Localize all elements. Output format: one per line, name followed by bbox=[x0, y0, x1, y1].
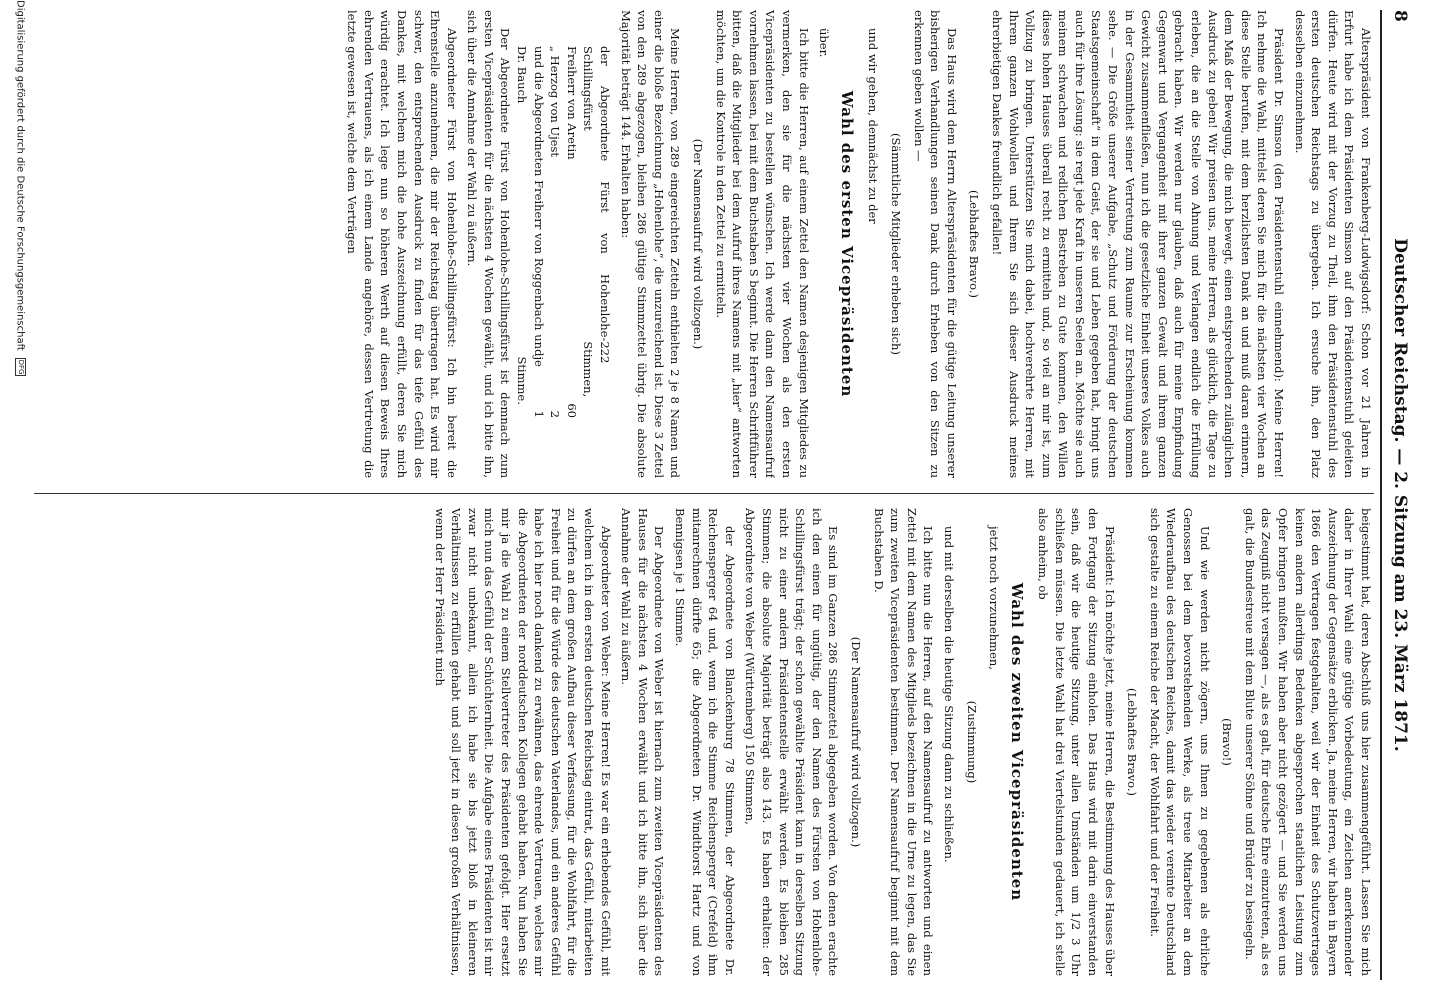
paragraph: Abgeordneter von Weber: Meine Herren! Es war ein erhebendes Gefühl, mit welchem ich in den ersten deutschen Reichstag eintrat, das Gefühl, mitarbeiten zu dürfen an dem großen Aufbau dieser Verfassung, für die Wohlfahrt, für die Freiheit und für die Würde des deutschen Vaterlandes, und ein anderes Gefühl habe ich hier noch dankend zu erwähnen, das ehrende Vertrauen, welches mir die Abgeordneten der norddeutschen Kollegen gehabt haben. Nun haben Sie mir ja die Wahl zu einem Stellvertreter des Präsidenten gefolgt. Hier ersetzt mich nun das Gefühl der Schüchternheit. Die Aufgabe eines Präsidenten ist mir zwar nicht unbekannt, allein ich habe sie bis jetzt bloß in kleineren Verhältnissen zu erfüllen gehabt und soll jetzt in diesen großen Verhältnissen, wenn der Herr Präsident mich bbox=[432, 508, 613, 976]
credit-text: Digitalisierung gefördert durch die Deutsche Forschungsgemeinschaft bbox=[14, 0, 26, 351]
vote-count: 2 bbox=[548, 410, 563, 418]
vote-name: und die Abgeordneten Freiherr von Roggenbach und Dr. Bauch bbox=[515, 46, 546, 357]
rise-note: (Sämmtliche Mitglieder erheben sich) bbox=[888, 133, 903, 355]
applause-note: (Lebhaftes Bravo.) bbox=[1125, 688, 1140, 796]
header-rule bbox=[1380, 10, 1382, 980]
rollcall-note: (Der Namensaufruf wird vollzogen.) bbox=[691, 138, 706, 350]
paragraph: und wir gehen, demnächst zu der bbox=[866, 28, 881, 224]
applause-note: (Lebhaftes Bravo.) bbox=[967, 190, 982, 298]
paragraph: Ich bitte die Herren, auf einem Zettel den Namen desjenigen Mitgliedes zu vermerken, den sie für die nächsten vier Wochen als den ersten Vicepräsidenten zu bestellen wünschen. Ich werde dann den Namensaufruf vornehmen lassen, bei mit dem Buchstaben S beginnt. Die Herren Schriftführer bitten, daß die Mitglieder bei dem Aufruf ihres Namens mit „hier“ antworten möchten, um die Kontrole in den Zettel zu ermitteln. bbox=[713, 10, 811, 478]
paragraph: jetzt noch vorzunehmen, bbox=[987, 526, 1002, 670]
running-title: Deutscher Reichstag. — 2. Sitzung am 23. März 1871. bbox=[1390, 238, 1410, 752]
paragraph: Präsident: Ich möchte jetzt, meine Herren, die Bestimmung des Hauses über den Fortgang der Sitzung einholen. Das Haus wird mit darin einverstanden sein, daß wir die heutige Sitzung, unter allen Umständen um 1/2 3 Uhr schließen müssen. Die letzte Wahl hat drei Viertelstunden gedauert, ich stelle also anheim, ob bbox=[1036, 508, 1117, 976]
vote-name: der Abgeordnete Fürst von Hohenlohe-Schillingsfürst bbox=[581, 46, 613, 342]
agreement-note: (Zustimmung) bbox=[964, 700, 979, 784]
right-column bbox=[34, 508, 1374, 976]
section-heading: Wahl des zweiten Vicepräsidenten bbox=[1007, 582, 1026, 902]
paragraph: über. bbox=[817, 28, 832, 58]
vote-row bbox=[514, 10, 547, 478]
vote-name: „ Herzog von Ujest bbox=[548, 46, 563, 158]
paragraph: beigestimmt hat, deren Abschluß uns hier zusammengeführt. Lassen Sie mich daher in Ihrer Wahl eine gütige Vorbedeutung, ein Zeichen anerkennender Auszeichnung der Gegensätze erblicken. Ja, meine Herren, wir haben in Bayern 1866 den Vertragen festgehalten, weil wir der Einheit des Schutzvertrages keinen andern allerdings Bedenken abgesprochen staatlichen Leistung zum Opfer bringen mußten. Wir haben aber nicht gezögert — und Sie werden uns das Zeugniß nicht versagen —, als es galt, für deutsche Ehre einzutreten, als es galt, die Bundestreue mit dem Blute unserer Söhne und Brüder zu besiegeln. bbox=[1242, 508, 1373, 976]
vote-count: je 1 Stimme. bbox=[515, 356, 546, 418]
vote-row bbox=[563, 10, 580, 478]
column-divider bbox=[34, 493, 1374, 494]
rollcall-note: (Der Namensaufruf wird vollzogen.) bbox=[848, 636, 863, 848]
vote-name: Freiherr von Aretin bbox=[564, 46, 579, 160]
paragraph: Der Abgeordnete Fürst von Hohenlohe-Schillingsfürst ist demnach zum ersten Vicepräsidenten für die nächsten 4 Wochen gewählt, und ich bitte ihn, sich über die Annahme der Wahl zu äußern. bbox=[465, 10, 513, 478]
paragraph: Meine Herren, von 289 eingereichten Zetteln enthielten 2 je 8 Namen und einer die bloße Bezeichnung „Hohenlohe“, die unzureichend ist. Diese 3 Zettel von den 289 abgezogen, bleiben 286 gültige Stimmzettel übrig. Die absolute Majorität beträgt 144. Erhalten haben: bbox=[618, 10, 683, 478]
applause-note: (Bravo!) bbox=[1220, 718, 1235, 766]
paragraph: Es sind im Ganzen 286 Stimmzettel abgegeben worden. Von denen erachte ich den einen für ungültig, der den Namen des Fürsten von Hohenlohe-Schillingsfürst trägt; der schon gewählte Präsident kann in derselben Sitzung nicht zu einer andern Präsidentenstelle erwählt werden. Es bleiben 285 Stimmen; die absolute Majorität beträgt also 143. Es haben erhalten: der Abgeordnete von Weber (Württemberg) 150 Stimmen, bbox=[743, 508, 841, 976]
left-column bbox=[34, 10, 1374, 478]
paragraph: der Abgeordnete von Blanckenburg 78 Stimmen, der Abgeordnete Dr. Reichensperger 64 und, wenn ich die Stimme Reichensperger (Crefeld) ihm mitanrechnen dürfte 65; die Abgeordneten Dr. Windthorst Hartz und von Bennigsen je 1 Stimme. bbox=[673, 508, 737, 976]
paragraph: Präsident Dr. Simson (den Präsidentenstuhl einnehmend): Meine Herren! Ich nehme die Wahl, mittelst deren Sie mich für die nächsten vier Wochen an diese Stelle berufen, mit dem herzlichsten Dank an und muß daran erinnern, dem Maß der Bewegung, die mich bewegt, einen entsprechenden zulänglichen Ausdruck zu geben! Wir preisen uns, meine Herren, als glücklich, die Tage zu erleben, die an die Stelle von Ahnung und Verlangen endlich die Erfüllung gebracht haben. Wir werden nur glauben, daß auch für meine Empfindung Gegenwart und Vergangenheit mit ihrer ganzen Gewalt und ihrem ganzen Gewicht zusammenfließen, nun ich die gesetzliche Einheit unseres Volkes auch in der Gesammtheit seiner Vertretung zum Raume zur Erscheinung kommen sehe. — Die Größe unserer Aufgabe, „Schutz und Förderung der deutschen Staatsgemeinschaft“ in dem Geist, der sie und Leben gegeben hat, bringt uns auch für ihre Lösung: sie regt jede Kraft in unseren Seelen an. Möchte sie auch meinem schwachen und redlichen Bestreben zu Gute kommen, den Willen dieses hohen Hauses überall recht zu ermitteln und, so viel an mir ist, zum Vollzug zu bringen. Unterstützen Sie mich dabei, hochverehrte Herren, mit Ihrem ganzen Wohlwollen und Ihrem Sie sich dieser Ausdruck meines ehrerbietigen Dankes freundlich gefallen! bbox=[989, 10, 1287, 478]
vote-count: 60 bbox=[564, 403, 579, 418]
vote-count: 222 Stimmen, bbox=[581, 341, 613, 398]
paragraph: Das Haus wird dem Herrn Alterspräsidenten für die gütige Leitung unserer bisherigen Verhandlungen seinen Dank durch Erheben von den Sitzen zu erkennen geben wollen — bbox=[911, 10, 959, 478]
document-page bbox=[13, 0, 1418, 990]
paragraph: Der Abgeordnete von Weber ist hiernach zum zweiten Vicepräsidenten des Hauses für die nächsten 4 Wochen erwählt und ich bitte ihn, sich über die Annahme der Wahl zu äußern. bbox=[619, 508, 667, 976]
paragraph: Ich bitte nun die Herren, auf den Namensaufruf zu antworten und einen Zettel mit dem Namen des Mitglieds bezeichnen in die Urne zu legen, das Sie zum zweiten Vicepräsidenten bestimmen. Der Namensaufruf beginnt mit dem Buchstaben D. bbox=[871, 508, 936, 976]
dfg-logo-icon: DFG bbox=[17, 359, 25, 375]
paragraph: und mit derselben die heutige Sitzung dann zu schließen. bbox=[941, 526, 956, 863]
vote-row bbox=[547, 10, 564, 478]
paragraph: Alterspräsident von Frankenberg-Ludwigsdorf: Schon vor 21 Jahren in Erfurt habe ich dem Präsidenten Simson auf den Präsidentenstuhl geleiten dürfen. Heute wird mit der Vorzug zu Theil, ihm den Präsidentenstuhl des ersten deutschen Reichstags zu übergeben. Ich ersuche ihn, den Platz desselben einzunehmen. bbox=[1292, 10, 1373, 478]
page-header bbox=[1382, 10, 1410, 980]
section-heading: Wahl des ersten Vicepräsidenten bbox=[837, 90, 856, 398]
paragraph: Und wie werden nicht zögern, uns Ihnen zu gegebenen als ehrliche Genossen bei dem bevorstehenden Werke, als treue Mitarbeiter an dem Wiederaufbau des deutschen Reiches, damit das wieder vereinte Deutschland sich gestalte zu einem Reiche der Macht, der Wohlfahrt und der Freiheit. bbox=[1147, 508, 1212, 976]
paragraph: Abgeordneter Fürst von Hohenlohe-Schillingsfürst: Ich bin bereit die Ehrenstelle anzunehmen, die mir der Reichstag übertragen hat. Es wird mir schwer, den entsprechenden Ausdruck zu finden für das tiefe Gefühl des Dankes, mit welchem mich die hohe Auszeichnung erfüllt, deren Sie mich würdig erachtet. Ich lege nun so höheren Werth auf diesen Beweis Ihres ehrenden Vertrauens, als ich einem Lande angehöre, dessen Vertretung die letzte gewesen ist, welche dem Verträgen bbox=[345, 10, 459, 478]
page-number: 8 bbox=[1390, 10, 1410, 22]
vote-row bbox=[580, 10, 613, 478]
digitization-credit bbox=[14, 0, 26, 990]
